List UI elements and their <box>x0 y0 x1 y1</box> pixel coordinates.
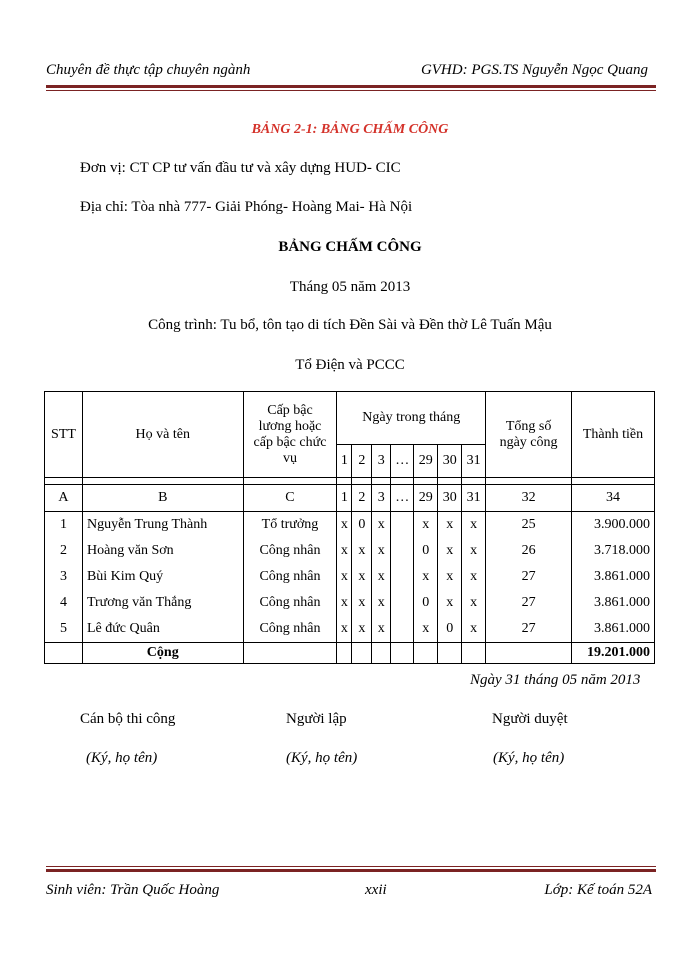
code-cell: A <box>45 485 83 512</box>
day-cell: x <box>352 564 372 590</box>
row-name: Hoàng văn Sơn <box>82 538 243 564</box>
day-cell: x <box>414 564 438 590</box>
code-cell: 3 <box>372 485 391 512</box>
row-amount: 3.900.000 <box>572 512 655 539</box>
header-stt: STT <box>45 392 83 478</box>
row-total-days: 27 <box>486 616 572 643</box>
day-cell: x <box>438 538 462 564</box>
day-cell: 0 <box>438 616 462 643</box>
day-cell <box>391 512 414 539</box>
header-rank: Cấp bậc lương hoặc cấp bậc chức vụ <box>243 392 337 478</box>
header-days: Ngày trong tháng <box>337 392 486 445</box>
day-cell: x <box>462 538 486 564</box>
month-line: Tháng 05 năm 2013 <box>289 279 411 295</box>
day-header: … <box>391 445 414 478</box>
row-total-days: 27 <box>486 590 572 616</box>
day-header: 3 <box>372 445 391 478</box>
row-rank: Công nhân <box>243 616 337 643</box>
code-cell: … <box>391 485 414 512</box>
unit-line: Đơn vị: CT CP tư vấn đầu tư và xây dựng HUD- CIC <box>80 160 401 176</box>
day-cell: x <box>414 616 438 643</box>
row-rank: Công nhân <box>243 564 337 590</box>
attendance-table <box>44 391 655 664</box>
day-cell: 0 <box>414 538 438 564</box>
day-cell: x <box>372 590 391 616</box>
day-cell: x <box>462 564 486 590</box>
row-rank: Công nhân <box>243 538 337 564</box>
signature-title-preparer: Người lập <box>286 711 347 727</box>
day-cell <box>391 616 414 643</box>
day-cell: x <box>337 616 352 643</box>
code-cell: 29 <box>414 485 438 512</box>
row-name: Bùi Kim Quý <box>82 564 243 590</box>
row-amount: 3.861.000 <box>572 616 655 643</box>
header-total-days: Tổng số ngày công <box>486 392 572 478</box>
document-title: BẢNG CHẤM CÔNG <box>278 239 422 255</box>
code-cell: 34 <box>572 485 655 512</box>
row-amount: 3.718.000 <box>572 538 655 564</box>
day-cell: x <box>438 590 462 616</box>
row-stt: 3 <box>45 564 83 590</box>
row-total-days: 25 <box>486 512 572 539</box>
footer-rule-thin <box>46 866 656 867</box>
project-line: Công trình: Tu bổ, tôn tạo di tích Đền Sài và Đền thờ Lê Tuấn Mậu <box>148 317 552 333</box>
code-cell: 31 <box>462 485 486 512</box>
code-row <box>45 485 655 512</box>
day-cell: x <box>462 590 486 616</box>
table-caption: BẢNG 2-1: BẢNG CHẤM CÔNG <box>251 122 449 137</box>
row-total-days: 26 <box>486 538 572 564</box>
day-header: 29 <box>414 445 438 478</box>
row-amount: 3.861.000 <box>572 564 655 590</box>
header-rule-thin <box>46 90 656 91</box>
day-cell: x <box>462 616 486 643</box>
row-name: Trương văn Thắng <box>82 590 243 616</box>
code-cell: B <box>82 485 243 512</box>
signature-title-approver: Người duyệt <box>492 711 568 727</box>
day-cell: x <box>352 538 372 564</box>
day-cell: x <box>462 512 486 539</box>
table-row <box>45 512 655 539</box>
footer-class: Lớp: Kế toán 52A <box>544 882 652 898</box>
day-cell: x <box>372 564 391 590</box>
signature-note-site-officer: (Ký, họ tên) <box>86 750 158 766</box>
day-header: 31 <box>462 445 486 478</box>
header-amount: Thành tiền <box>572 392 655 478</box>
day-cell: 0 <box>414 590 438 616</box>
total-amount: 19.201.000 <box>572 643 655 664</box>
day-header: 30 <box>438 445 462 478</box>
code-cell: 32 <box>486 485 572 512</box>
day-cell: x <box>438 512 462 539</box>
day-cell: x <box>372 538 391 564</box>
code-cell: 2 <box>352 485 372 512</box>
header-name: Họ và tên <box>82 392 243 478</box>
row-stt: 2 <box>45 538 83 564</box>
table-row <box>45 564 655 590</box>
code-cell: 1 <box>337 485 352 512</box>
row-rank: Công nhân <box>243 590 337 616</box>
signature-note-preparer: (Ký, họ tên) <box>286 750 358 766</box>
day-cell: x <box>414 512 438 539</box>
day-cell <box>391 538 414 564</box>
day-cell: 0 <box>352 512 372 539</box>
day-cell: x <box>352 590 372 616</box>
team-line: Tổ Điện và PCCC <box>295 357 405 373</box>
total-label: Cộng <box>82 643 243 664</box>
day-cell: x <box>372 512 391 539</box>
code-cell: C <box>243 485 337 512</box>
day-cell: x <box>337 512 352 539</box>
header-advisor: GVHD: PGS.TS Nguyễn Ngọc Quang <box>420 62 648 78</box>
day-cell: x <box>438 564 462 590</box>
row-rank: Tổ trưởng <box>243 512 337 539</box>
row-stt: 5 <box>45 616 83 643</box>
table-row <box>45 590 655 616</box>
header-course-title: Chuyên đề thực tập chuyên ngành <box>46 62 251 78</box>
row-amount: 3.861.000 <box>572 590 655 616</box>
day-header: 2 <box>352 445 372 478</box>
row-total-days: 27 <box>486 564 572 590</box>
day-cell: x <box>337 590 352 616</box>
row-stt: 4 <box>45 590 83 616</box>
row-name: Lê đức Quân <box>82 616 243 643</box>
row-stt: 1 <box>45 512 83 539</box>
footer-page-number: xxii <box>365 882 387 898</box>
signature-note-approver: (Ký, họ tên) <box>493 750 565 766</box>
footer-student: Sinh viên: Trần Quốc Hoàng <box>46 882 220 898</box>
table-row <box>45 616 655 643</box>
footer-rule-thick <box>46 869 656 872</box>
signature-title-site-officer: Cán bộ thi công <box>80 711 176 727</box>
address-line: Địa chỉ: Tòa nhà 777- Giải Phóng- Hoàng Mai- Hà Nội <box>80 199 413 215</box>
day-cell <box>391 564 414 590</box>
date-line: Ngày 31 tháng 05 năm 2013 <box>470 672 641 688</box>
code-cell: 30 <box>438 485 462 512</box>
day-cell: x <box>352 616 372 643</box>
header-rule-thick <box>46 85 656 88</box>
day-cell: x <box>337 564 352 590</box>
day-cell: x <box>372 616 391 643</box>
day-cell: x <box>337 538 352 564</box>
row-name: Nguyễn Trung Thành <box>82 512 243 539</box>
table-row <box>45 538 655 564</box>
total-row <box>45 643 655 664</box>
day-header: 1 <box>337 445 352 478</box>
day-cell <box>391 590 414 616</box>
